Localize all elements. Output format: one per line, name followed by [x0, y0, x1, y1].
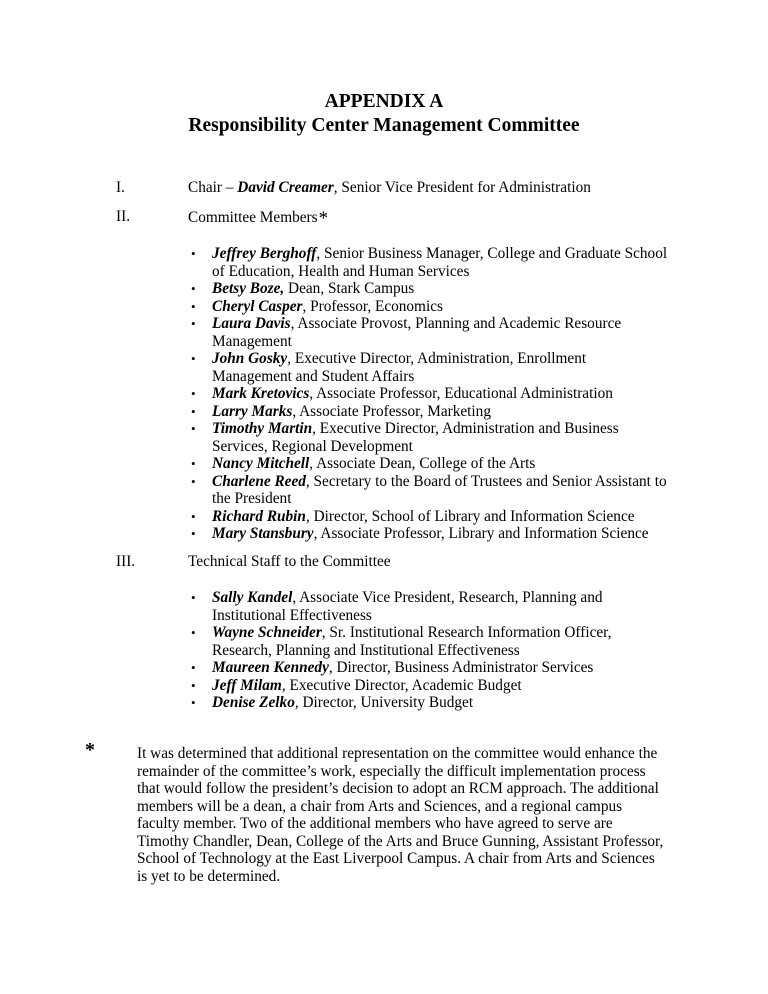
member-list-item — [188, 403, 668, 421]
person-role: , Sr. Institutional Research Information Officer, Research, Planning and Institutional Effectiveness — [212, 624, 612, 659]
member-list-item — [188, 473, 668, 508]
person-name: Maureen Kennedy — [212, 659, 329, 676]
person-role: , Senior Business Manager, College and Graduate School of Education, Health and Human Services — [212, 245, 668, 280]
person-name: Cheryl Casper — [212, 297, 303, 315]
person-name: Denise Zelko — [212, 694, 295, 711]
staff-list-item — [188, 624, 668, 659]
person-name: Jeffrey Berghoff — [212, 245, 317, 262]
section-number-chair: I. — [116, 179, 125, 196]
person-role: , Director, University Budget — [294, 694, 474, 711]
person-role: , Associate Vice President, Research, Planning and Institutional Effectiveness — [212, 589, 603, 624]
footnote-text: It was determined that additional representation on the committee would enhance the remainder of the committee’s work, especially the difficult implementation process that would follow the president’s decision to adopt an RCM approach. The additional members will be a dean, a chair from Arts and Sciences, and a regional campus faculty member. Two of the additional members who have agreed to serve are Timothy Chandler, Dean, College of the Arts and Bruce Gunning, Assistant Professor, School of Technology at the East Liverpool Campus. A chair from Arts and Sciences is yet to be determined. — [137, 745, 664, 885]
person-name: Nancy Mitchell — [212, 455, 310, 472]
members-title: Committee Members — [188, 209, 318, 226]
person-name: Larry Marks — [212, 402, 293, 420]
person-role: , Associate Professor, Marketing — [292, 402, 491, 420]
bullet-icon: • — [191, 351, 196, 366]
bullet-icon: • — [191, 281, 196, 296]
person-name: Timothy Martin — [212, 420, 313, 437]
person-role: Dean, Stark Campus — [284, 280, 415, 297]
bullet-icon: • — [191, 456, 196, 471]
bullet-icon: • — [191, 677, 196, 693]
person-name: Mark Kretovics — [212, 385, 310, 402]
bullet-icon: • — [191, 298, 196, 314]
person-role: , Professor, Economics — [302, 297, 443, 315]
person-name: Sally Kandel — [212, 589, 293, 606]
member-list-item — [188, 420, 668, 455]
member-list-item — [188, 245, 668, 280]
member-list-item — [188, 508, 668, 526]
person-role: , Secretary to the Board of Trustees and Senior Assistant to the President — [212, 472, 667, 507]
bullet-icon: • — [191, 508, 196, 524]
person-role: , Director, School of Library and Information Science — [305, 507, 635, 525]
person-name: Betsy Boze, — [212, 280, 285, 297]
bullet-icon: • — [191, 695, 196, 710]
person-role: , Executive Director, Academic Budget — [281, 676, 522, 694]
asterisk-marker: * — [318, 208, 329, 229]
footnote-asterisk: * — [85, 739, 95, 761]
staff-list-item — [188, 659, 668, 677]
section-number-staff: III. — [116, 553, 136, 570]
person-name: Charlene Reed — [212, 472, 306, 490]
bullet-icon: • — [191, 403, 196, 419]
bullet-icon: • — [191, 625, 196, 640]
appendix-heading: APPENDIX A — [324, 91, 444, 112]
staff-heading: Technical Staff to the Committee — [188, 553, 391, 570]
committee-members-list — [188, 245, 668, 543]
person-name: John Gosky — [212, 350, 288, 367]
chair-name: David Creamer — [237, 179, 334, 196]
technical-staff-list — [188, 589, 668, 712]
member-list-item — [188, 350, 668, 385]
bullet-icon: • — [191, 473, 196, 489]
person-name: Jeff Milam — [212, 676, 282, 694]
person-role: , Executive Director, Administration and Business Services, Regional Development — [212, 420, 619, 455]
member-list-item — [188, 525, 668, 543]
staff-list-item — [188, 694, 668, 712]
member-list-item — [188, 315, 668, 350]
bullet-icon: • — [191, 421, 196, 436]
person-role: , Associate Dean, College of the Arts — [309, 455, 536, 472]
staff-list-item — [188, 589, 668, 624]
members-heading — [188, 208, 328, 227]
person-name: Wayne Schneider — [212, 624, 322, 641]
person-name: Laura Davis — [212, 315, 291, 332]
chair-prefix: Chair – — [188, 179, 238, 196]
section-number-members: II. — [116, 208, 131, 225]
person-role: , Executive Director, Administration, Enrollment Management and Student Affairs — [212, 350, 587, 385]
person-role: , Associate Professor, Educational Administration — [309, 385, 613, 402]
person-name: Richard Rubin — [212, 507, 306, 525]
bullet-icon: • — [191, 526, 196, 541]
person-role: , Director, Business Administrator Services — [328, 659, 594, 676]
chair-role: , Senior Vice President for Administration — [333, 179, 591, 196]
bullet-icon: • — [191, 590, 196, 605]
bullet-icon: • — [191, 660, 196, 675]
bullet-icon: • — [191, 386, 196, 401]
bullet-icon: • — [191, 316, 196, 331]
member-list-item — [188, 298, 668, 316]
member-list-item — [188, 455, 668, 473]
bullet-icon: • — [191, 246, 196, 261]
member-list-item — [188, 280, 668, 298]
person-name: Mary Stansbury — [212, 525, 314, 542]
chair-line — [188, 179, 591, 197]
member-list-item — [188, 385, 668, 403]
staff-list-item — [188, 677, 668, 695]
committee-title: Responsibility Center Management Committee — [188, 115, 580, 136]
person-role: , Associate Professor, Library and Information Science — [313, 525, 649, 542]
person-role: , Associate Provost, Planning and Academic Resource Management — [212, 315, 622, 350]
